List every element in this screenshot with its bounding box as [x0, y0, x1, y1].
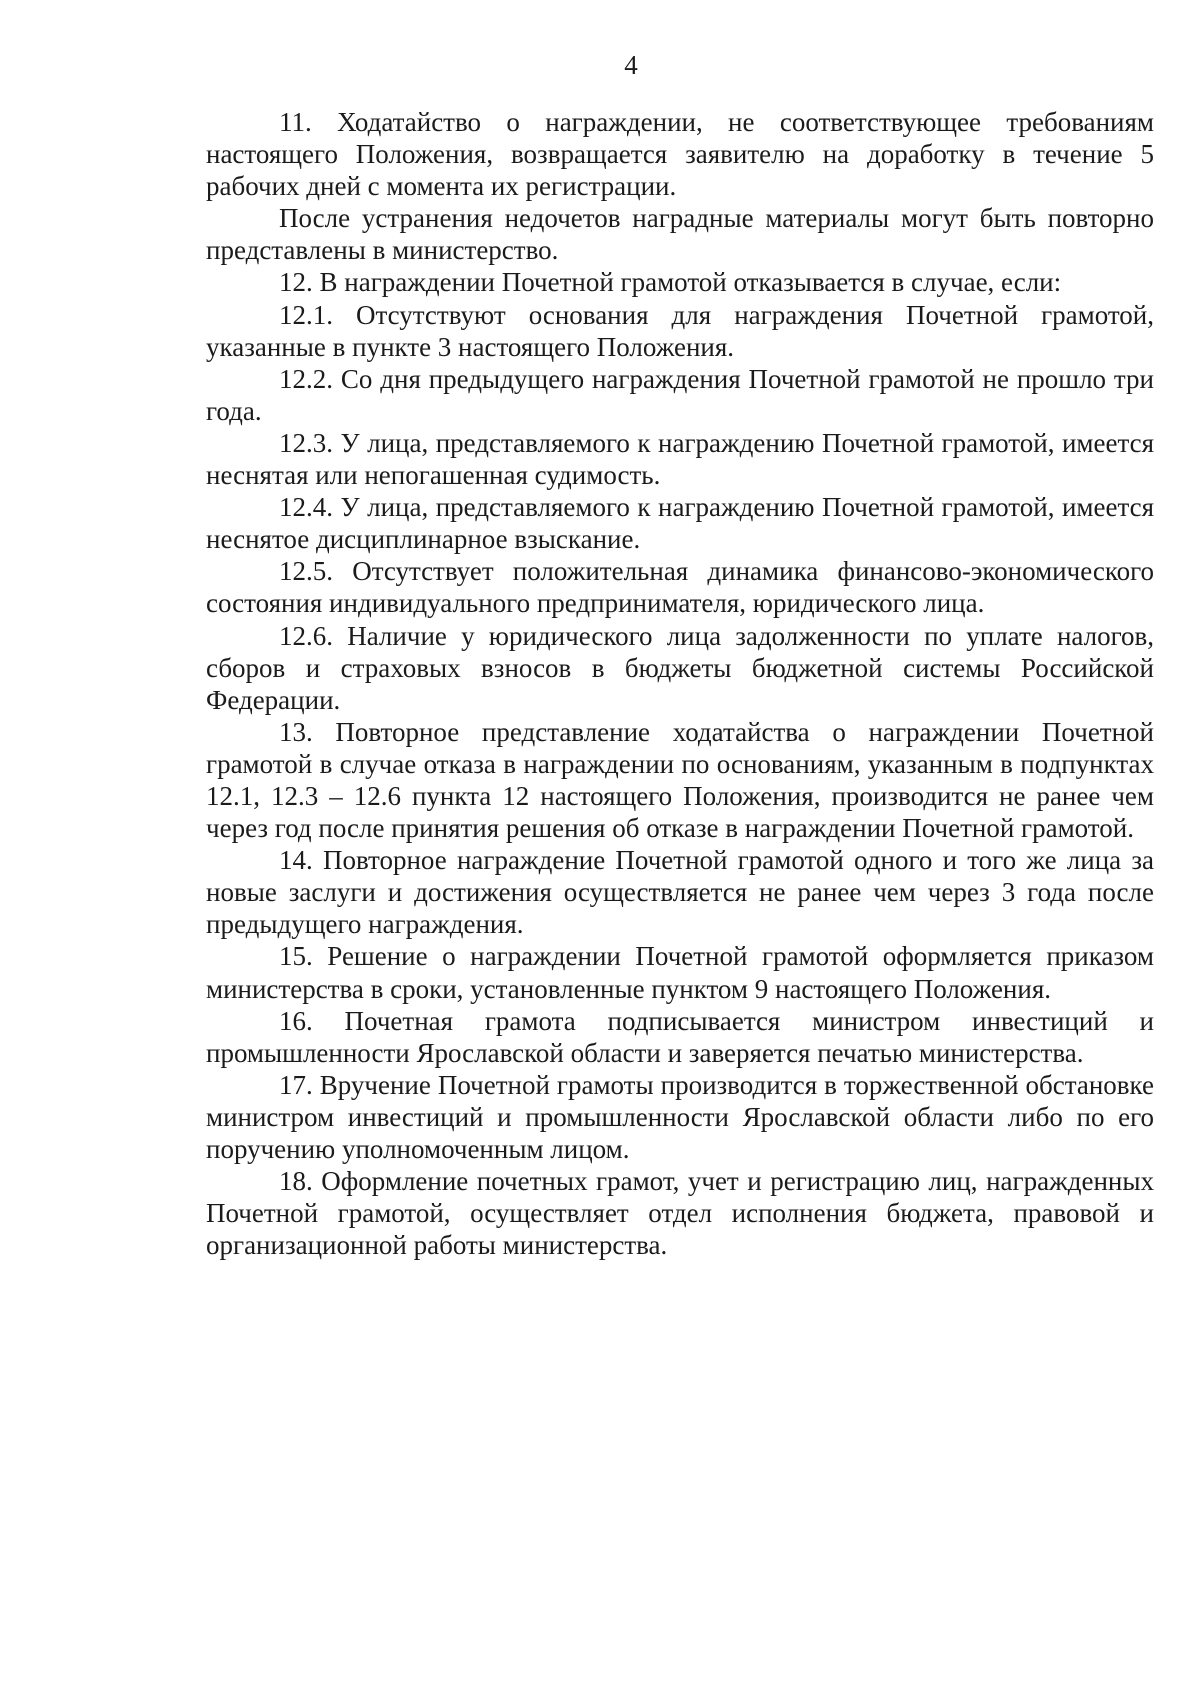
paragraph-12-5: 12.5. Отсутствует положительная динамика финансово-экономического состояния индивидуального предпринимателя, юридического лица.	[206, 556, 1154, 619]
document-body	[206, 106, 1154, 1261]
paragraph-16: 16. Почетная грамота подписывается министром инвестиций и промышленности Ярославской области и заверяется печатью министерства.	[206, 1005, 1154, 1068]
paragraph-14: 14. Повторное награждение Почетной грамотой одного и того же лица за новые заслуги и достижения осуществляется не ранее чем через 3 года после предыдущего награждения.	[206, 845, 1154, 940]
paragraph-12-3: 12.3. У лица, представляемого к награждению Почетной грамотой, имеется неснятая или непогашенная судимость.	[206, 427, 1154, 491]
paragraph-17: 17. Вручение Почетной грамоты производится в торжественной обстановке министром инвестиций и промышленности Ярославской области либо по его поручению уполномоченным лицом.	[206, 1069, 1154, 1164]
paragraph-15: 15. Решение о награждении Почетной грамотой оформляется приказом министерства в сроки, установленные пунктом 9 настоящего Положения.	[206, 941, 1154, 1004]
paragraph-12: 12. В награждении Почетной грамотой отказывается в случае, если:	[279, 267, 1062, 298]
paragraph-12-6: 12.6. Наличие у юридического лица задолженности по уплате налогов, сборов и страховых взносов в бюджеты бюджетной системы Российской Федерации.	[206, 620, 1154, 715]
paragraph-11-continuation: После устранения недочетов наградные материалы могут быть повторно представлены в министерство.	[206, 203, 1154, 266]
paragraph-13: 13. Повторное представление ходатайства о награждении Почетной грамотой в случае отказа в награждении по основаниям, указанным в подпунктах 12.1, 12.3 – 12.6 пункта 12 настоящего Положения, производится не ранее чем через год после принятия решения об отказе в награждении Почетной грамотой.	[206, 716, 1154, 844]
paragraph-12-4: 12.4. У лица, представляемого к награждению Почетной грамотой, имеется неснятое дисциплинарное взыскание.	[206, 492, 1154, 555]
paragraph-11: 11. Ходатайство о награждении, не соответствующее требованиям настоящего Положения, возвращается заявителю на доработку в течение 5 рабочих дней с момента их регистрации.	[206, 107, 1154, 202]
page-number: 4	[624, 50, 638, 80]
paragraph-18: 18. Оформление почетных грамот, учет и регистрацию лиц, награжденных Почетной грамотой, осуществляет отдел исполнения бюджета, правовой и организационной работы министерства.	[206, 1166, 1154, 1261]
paragraph-12-1: 12.1. Отсутствуют основания для награждения Почетной грамотой, указанные в пункте 3 настоящего Положения.	[206, 299, 1154, 362]
paragraph-12-2: 12.2. Со дня предыдущего награждения Почетной грамотой не прошло три года.	[206, 363, 1154, 426]
